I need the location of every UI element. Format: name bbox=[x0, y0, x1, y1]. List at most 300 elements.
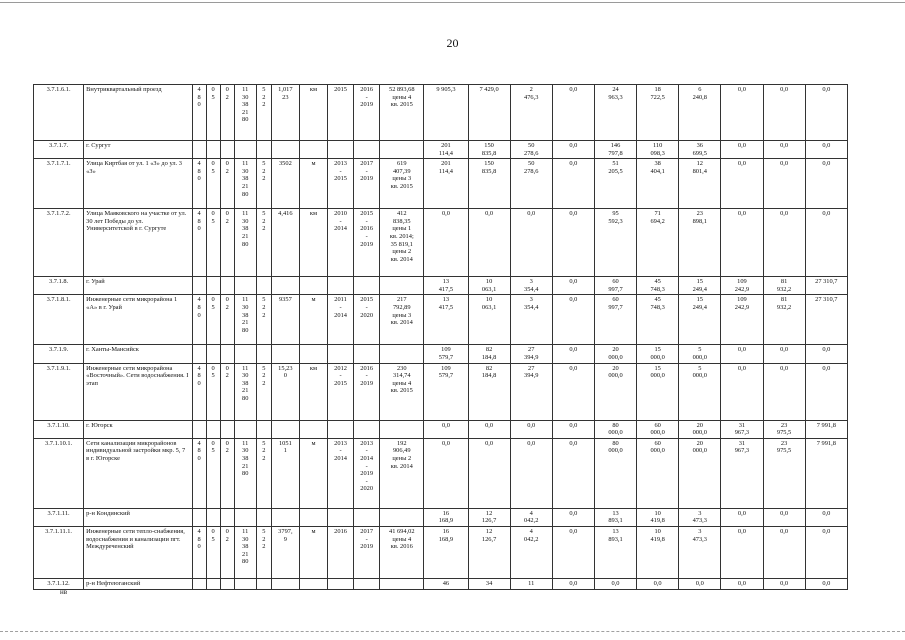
cell-cost: 41 694,02 цены 4 кв. 2016 bbox=[380, 526, 424, 578]
cell-g2: 23 898,1 bbox=[679, 209, 721, 277]
cell-c1 bbox=[192, 420, 206, 438]
cell-name: г. Урай bbox=[84, 277, 192, 295]
cell-g2: 20 000,0 bbox=[679, 420, 721, 438]
cell-total: 0,0 bbox=[424, 420, 468, 438]
cell-h1: 0,0 bbox=[763, 85, 805, 141]
cell-c3: 0 2 bbox=[220, 85, 234, 141]
cell-total: 46 bbox=[424, 578, 468, 589]
cell-f2: 50 278,6 bbox=[510, 141, 552, 159]
cell-no: 3.7.1.6.1. bbox=[34, 85, 84, 141]
cell-f3: 0,0 bbox=[552, 85, 594, 141]
table-row bbox=[34, 508, 848, 526]
cell-c1 bbox=[192, 141, 206, 159]
cell-c2 bbox=[206, 277, 220, 295]
cell-cost: 52 893,68 цены 4 кв. 2015 bbox=[380, 85, 424, 141]
cell-y2: 2016 - 2019 bbox=[354, 363, 380, 420]
cell-no: 3.7.1.9. bbox=[34, 345, 84, 363]
cell-h: 0,0 bbox=[721, 85, 763, 141]
cell-y2: 2013 - 2014 - 2019 - 2020 bbox=[354, 438, 380, 508]
cell-c3: 0 2 bbox=[220, 363, 234, 420]
cell-c4 bbox=[234, 420, 256, 438]
cell-g1: 18 722,5 bbox=[637, 85, 679, 141]
page-number: 20 bbox=[446, 36, 459, 50]
cell-f3: 0,0 bbox=[552, 578, 594, 589]
cell-c4: 11 30 38 21 80 bbox=[234, 363, 256, 420]
cell-c3 bbox=[220, 345, 234, 363]
cell-unit bbox=[299, 508, 327, 526]
cell-g1: 10 419,8 bbox=[637, 526, 679, 578]
cell-total: 9 905,3 bbox=[424, 85, 468, 141]
cell-h2: 0,0 bbox=[805, 363, 847, 420]
cell-f3: 0,0 bbox=[552, 526, 594, 578]
cell-c4: 11 30 38 21 80 bbox=[234, 295, 256, 345]
cell-h1: 23 975,5 bbox=[763, 438, 805, 508]
cell-y2: 2017 - 2019 bbox=[354, 526, 380, 578]
cell-c4: 11 30 38 21 80 bbox=[234, 159, 256, 209]
cell-h2: 0,0 bbox=[805, 526, 847, 578]
cell-h1: 0,0 bbox=[763, 345, 805, 363]
cell-c3: 0 2 bbox=[220, 159, 234, 209]
cell-c4 bbox=[234, 578, 256, 589]
cell-g: 20 000,0 bbox=[594, 345, 636, 363]
cell-cost: 619 407,39 цены 3 кв. 2015 bbox=[380, 159, 424, 209]
cell-g1: 45 748,3 bbox=[637, 277, 679, 295]
cell-g: 60 997,7 bbox=[594, 295, 636, 345]
cell-g: 51 205,5 bbox=[594, 159, 636, 209]
cell-f3: 0,0 bbox=[552, 420, 594, 438]
cell-y1 bbox=[328, 420, 354, 438]
cell-h: 0,0 bbox=[721, 141, 763, 159]
cell-cost: 230 314,74 цены 4 кв. 2015 bbox=[380, 363, 424, 420]
cell-c4: 11 30 38 21 80 bbox=[234, 526, 256, 578]
cell-c3 bbox=[220, 420, 234, 438]
cell-y1 bbox=[328, 141, 354, 159]
cell-cap bbox=[271, 141, 299, 159]
top-scan-line bbox=[0, 2, 905, 3]
cell-h1: 0,0 bbox=[763, 508, 805, 526]
cell-c3: 0 2 bbox=[220, 526, 234, 578]
cell-cap: 3502 bbox=[271, 159, 299, 209]
cell-y1: 2015 bbox=[328, 85, 354, 141]
cell-g2: 20 000,0 bbox=[679, 438, 721, 508]
cell-c4 bbox=[234, 508, 256, 526]
cell-cap bbox=[271, 420, 299, 438]
cell-unit bbox=[299, 277, 327, 295]
cell-h1: 23 975,5 bbox=[763, 420, 805, 438]
cell-cap: 9357 bbox=[271, 295, 299, 345]
cell-unit: км bbox=[299, 363, 327, 420]
cell-c2 bbox=[206, 345, 220, 363]
cell-unit bbox=[299, 578, 327, 589]
cell-total: 201 114,4 bbox=[424, 141, 468, 159]
cell-f3: 0,0 bbox=[552, 141, 594, 159]
cell-g: 24 963,3 bbox=[594, 85, 636, 141]
cell-no: 3.7.1.8.1. bbox=[34, 295, 84, 345]
cell-name: р-н Нефтеюганский bbox=[84, 578, 192, 589]
cell-no: 3.7.1.7.2. bbox=[34, 209, 84, 277]
cell-h2: 0,0 bbox=[805, 85, 847, 141]
cell-cost: 192 906,49 цены 2 кв. 2014 bbox=[380, 438, 424, 508]
table-row bbox=[34, 209, 848, 277]
cell-g2: 3 473,3 bbox=[679, 526, 721, 578]
cell-h1: 0,0 bbox=[763, 578, 805, 589]
cell-y2 bbox=[354, 420, 380, 438]
table-row bbox=[34, 159, 848, 209]
cell-y2 bbox=[354, 578, 380, 589]
cell-h: 0,0 bbox=[721, 159, 763, 209]
cell-name: Инженерные сети микрорайона 1 «А» в г. Урай bbox=[84, 295, 192, 345]
cell-f1: 0,0 bbox=[468, 209, 510, 277]
cell-unit: м bbox=[299, 526, 327, 578]
cell-g1: 110 098,3 bbox=[637, 141, 679, 159]
cell-h2: 0,0 bbox=[805, 209, 847, 277]
cell-g: 20 000,0 bbox=[594, 363, 636, 420]
cell-c2 bbox=[206, 420, 220, 438]
cell-no: 3.7.1.10. bbox=[34, 420, 84, 438]
cell-g: 95 592,3 bbox=[594, 209, 636, 277]
cell-no: 3.7.1.7. bbox=[34, 141, 84, 159]
cell-cap: 15,23 0 bbox=[271, 363, 299, 420]
cell-cap: 1051 1 bbox=[271, 438, 299, 508]
cell-c1 bbox=[192, 345, 206, 363]
cell-y1 bbox=[328, 277, 354, 295]
cell-y1: 2012 - 2015 bbox=[328, 363, 354, 420]
cell-no: 3.7.1.7.1. bbox=[34, 159, 84, 209]
cell-f3: 0,0 bbox=[552, 345, 594, 363]
table-row bbox=[34, 363, 848, 420]
cell-c2: 0 5 bbox=[206, 159, 220, 209]
cell-f2: 3 354,4 bbox=[510, 295, 552, 345]
cell-c2: 0 5 bbox=[206, 295, 220, 345]
cell-f1: 0,0 bbox=[468, 438, 510, 508]
cell-g1: 0,0 bbox=[637, 578, 679, 589]
cell-c3 bbox=[220, 578, 234, 589]
cell-y2 bbox=[354, 345, 380, 363]
cell-h: 109 242,9 bbox=[721, 277, 763, 295]
cell-cap bbox=[271, 508, 299, 526]
cell-c5: 5 2 2 bbox=[256, 363, 271, 420]
cell-f1: 7 429,0 bbox=[468, 85, 510, 141]
cell-c3: 0 2 bbox=[220, 209, 234, 277]
cell-c2 bbox=[206, 141, 220, 159]
cell-h1: 0,0 bbox=[763, 141, 805, 159]
cell-name: Инженерные сети тепло-снабжения, водоснабжения и канализации пгт. Междуреченский bbox=[84, 526, 192, 578]
cell-c3 bbox=[220, 277, 234, 295]
cell-f3: 0,0 bbox=[552, 295, 594, 345]
bottom-scan-line bbox=[0, 631, 905, 632]
cell-g1: 15 000,0 bbox=[637, 345, 679, 363]
cell-g1: 10 419,8 bbox=[637, 508, 679, 526]
cell-g1: 60 000,0 bbox=[637, 438, 679, 508]
cell-h: 0,0 bbox=[721, 209, 763, 277]
cell-h1: 81 932,2 bbox=[763, 277, 805, 295]
cell-cost bbox=[380, 578, 424, 589]
cell-cap bbox=[271, 345, 299, 363]
cell-c1 bbox=[192, 578, 206, 589]
cell-g: 13 893,1 bbox=[594, 526, 636, 578]
table-row bbox=[34, 578, 848, 589]
cell-f3: 0,0 bbox=[552, 438, 594, 508]
cell-g2: 6 240,8 bbox=[679, 85, 721, 141]
cell-f2: 11 bbox=[510, 578, 552, 589]
cell-c5 bbox=[256, 277, 271, 295]
cell-cap: 1,017 23 bbox=[271, 85, 299, 141]
cell-unit: км bbox=[299, 209, 327, 277]
cell-f2: 4 042,2 bbox=[510, 526, 552, 578]
table-row bbox=[34, 141, 848, 159]
cell-unit bbox=[299, 141, 327, 159]
cell-c5: 5 2 2 bbox=[256, 159, 271, 209]
cell-cost bbox=[380, 277, 424, 295]
table-row bbox=[34, 277, 848, 295]
cell-h2: 0,0 bbox=[805, 508, 847, 526]
cell-y1 bbox=[328, 578, 354, 589]
cell-g2: 5 000,0 bbox=[679, 363, 721, 420]
cell-f3: 0,0 bbox=[552, 277, 594, 295]
cell-y2: 2017 - 2019 bbox=[354, 159, 380, 209]
cell-f1: 34 bbox=[468, 578, 510, 589]
cell-cost: 412 838,35 цены 1 кв. 2014; 35 819,1 цены 2 кв. 2014 bbox=[380, 209, 424, 277]
cell-total: 201 114,4 bbox=[424, 159, 468, 209]
cell-f2: 0,0 bbox=[510, 209, 552, 277]
cell-name: Улица Киртбая от ул. 1 «З» до ул. 3 «З» bbox=[84, 159, 192, 209]
cell-f2: 27 394,9 bbox=[510, 345, 552, 363]
cell-y2 bbox=[354, 508, 380, 526]
cell-unit: м bbox=[299, 438, 327, 508]
cell-g1: 71 694,2 bbox=[637, 209, 679, 277]
cell-g: 80 000,0 bbox=[594, 420, 636, 438]
cell-y1: 2013 - 2014 bbox=[328, 438, 354, 508]
cell-unit bbox=[299, 420, 327, 438]
cell-cost bbox=[380, 420, 424, 438]
cell-unit: м bbox=[299, 159, 327, 209]
table-row bbox=[34, 438, 848, 508]
cell-total: 109 579,7 bbox=[424, 363, 468, 420]
cell-h2: 27 310,7 bbox=[805, 277, 847, 295]
cell-c3 bbox=[220, 508, 234, 526]
cell-total: 0,0 bbox=[424, 209, 468, 277]
cell-unit: км bbox=[299, 85, 327, 141]
cell-cap: 4,416 bbox=[271, 209, 299, 277]
cell-c5 bbox=[256, 141, 271, 159]
cell-c5 bbox=[256, 345, 271, 363]
cell-c5: 5 2 2 bbox=[256, 295, 271, 345]
cell-c1 bbox=[192, 277, 206, 295]
cell-c2 bbox=[206, 578, 220, 589]
cell-h: 0,0 bbox=[721, 345, 763, 363]
cell-cost bbox=[380, 508, 424, 526]
cell-h: 0,0 bbox=[721, 526, 763, 578]
cell-g: 13 893,1 bbox=[594, 508, 636, 526]
cell-y1 bbox=[328, 345, 354, 363]
cell-c4 bbox=[234, 345, 256, 363]
cell-no: 3.7.1.12. bbox=[34, 578, 84, 589]
table-row bbox=[34, 345, 848, 363]
cell-h2: 27 310,7 bbox=[805, 295, 847, 345]
cell-total: 16 168,9 bbox=[424, 508, 468, 526]
cell-y2 bbox=[354, 277, 380, 295]
cell-y2: 2015 - 2020 bbox=[354, 295, 380, 345]
cell-f1: 10 063,1 bbox=[468, 277, 510, 295]
cell-name: Инженерные сети микрорайона «Восточный». Сети водоснабжения. I этап bbox=[84, 363, 192, 420]
cell-f1: 10 063,1 bbox=[468, 295, 510, 345]
cell-y2: 2016 - 2019 bbox=[354, 85, 380, 141]
cell-c5: 5 2 2 bbox=[256, 85, 271, 141]
cell-c5 bbox=[256, 578, 271, 589]
cell-h: 0,0 bbox=[721, 578, 763, 589]
cell-c4 bbox=[234, 277, 256, 295]
table-row bbox=[34, 420, 848, 438]
cell-c3 bbox=[220, 141, 234, 159]
cell-h2: 0,0 bbox=[805, 159, 847, 209]
cell-no: 3.7.1.11.1. bbox=[34, 526, 84, 578]
cell-c1: 4 8 0 bbox=[192, 526, 206, 578]
cell-c5: 5 2 2 bbox=[256, 209, 271, 277]
cell-f2: 3 354,4 bbox=[510, 277, 552, 295]
cell-c5: 5 2 2 bbox=[256, 438, 271, 508]
cell-total: 13 417,5 bbox=[424, 277, 468, 295]
cell-c2: 0 5 bbox=[206, 85, 220, 141]
cell-c1 bbox=[192, 508, 206, 526]
cell-g1: 15 000,0 bbox=[637, 363, 679, 420]
cell-f2: 0,0 bbox=[510, 438, 552, 508]
cell-c2: 0 5 bbox=[206, 526, 220, 578]
cell-c3: 0 2 bbox=[220, 295, 234, 345]
cell-no: 3.7.1.8. bbox=[34, 277, 84, 295]
cell-f1: 12 126,7 bbox=[468, 526, 510, 578]
cell-f1: 0,0 bbox=[468, 420, 510, 438]
cell-f2: 2 476,3 bbox=[510, 85, 552, 141]
cell-h2: 0,0 bbox=[805, 141, 847, 159]
cell-no: 3.7.1.9.1. bbox=[34, 363, 84, 420]
cell-g: 60 997,7 bbox=[594, 277, 636, 295]
cell-g1: 45 748,3 bbox=[637, 295, 679, 345]
cell-f2: 27 394,9 bbox=[510, 363, 552, 420]
cell-f3: 0,0 bbox=[552, 508, 594, 526]
cell-y2: 2015 - 2016 - 2019 bbox=[354, 209, 380, 277]
cell-f2: 0,0 bbox=[510, 420, 552, 438]
cell-total: 16 168,9 bbox=[424, 526, 468, 578]
cell-h1: 0,0 bbox=[763, 159, 805, 209]
footer-note: нв bbox=[60, 588, 68, 596]
cell-h: 31 967,3 bbox=[721, 420, 763, 438]
cell-f3: 0,0 bbox=[552, 363, 594, 420]
cell-cost bbox=[380, 345, 424, 363]
cell-total: 13 417,5 bbox=[424, 295, 468, 345]
cell-unit bbox=[299, 345, 327, 363]
budget-table bbox=[33, 84, 848, 590]
cell-h1: 81 932,2 bbox=[763, 295, 805, 345]
cell-c1: 4 8 0 bbox=[192, 363, 206, 420]
cell-y1: 2016 bbox=[328, 526, 354, 578]
cell-g2: 36 699,5 bbox=[679, 141, 721, 159]
cell-no: 3.7.1.11. bbox=[34, 508, 84, 526]
table-body bbox=[34, 85, 848, 590]
cell-name: Сети канализации микрорайонов индивидуальной застройки мкр. 5, 7 в г. Югорске bbox=[84, 438, 192, 508]
cell-name: г. Ханты-Мансийск bbox=[84, 345, 192, 363]
cell-c1: 4 8 0 bbox=[192, 159, 206, 209]
cell-total: 0,0 bbox=[424, 438, 468, 508]
cell-name: р-н Кондинский bbox=[84, 508, 192, 526]
cell-h1: 0,0 bbox=[763, 209, 805, 277]
cell-f2: 50 278,6 bbox=[510, 159, 552, 209]
table-row bbox=[34, 85, 848, 141]
table-row bbox=[34, 526, 848, 578]
cell-h2: 7 991,8 bbox=[805, 438, 847, 508]
cell-g2: 0,0 bbox=[679, 578, 721, 589]
cell-c4 bbox=[234, 141, 256, 159]
cell-name: Улица Маяковского на участке от ул. 30 лет Победы до ул. Университетской в г. Сургуте bbox=[84, 209, 192, 277]
cell-g1: 38 404,1 bbox=[637, 159, 679, 209]
cell-f1: 82 184,8 bbox=[468, 363, 510, 420]
cell-cap: 3797, 9 bbox=[271, 526, 299, 578]
cell-f1: 82 184,8 bbox=[468, 345, 510, 363]
cell-c3: 0 2 bbox=[220, 438, 234, 508]
cell-h: 31 967,3 bbox=[721, 438, 763, 508]
cell-unit: м bbox=[299, 295, 327, 345]
cell-y1: 2010 - 2014 bbox=[328, 209, 354, 277]
cell-h2: 0,0 bbox=[805, 578, 847, 589]
cell-c1: 4 8 0 bbox=[192, 85, 206, 141]
cell-c4: 11 30 38 21 80 bbox=[234, 85, 256, 141]
cell-f1: 150 835,8 bbox=[468, 141, 510, 159]
cell-cap bbox=[271, 277, 299, 295]
cell-c5: 5 2 2 bbox=[256, 526, 271, 578]
cell-g2: 15 249,4 bbox=[679, 277, 721, 295]
cell-g: 0,0 bbox=[594, 578, 636, 589]
cell-c1: 4 8 0 bbox=[192, 438, 206, 508]
cell-no: 3.7.1.10.1. bbox=[34, 438, 84, 508]
cell-g2: 3 473,3 bbox=[679, 508, 721, 526]
cell-cost bbox=[380, 141, 424, 159]
cell-c2 bbox=[206, 508, 220, 526]
cell-g: 80 000,0 bbox=[594, 438, 636, 508]
cell-g2: 15 249,4 bbox=[679, 295, 721, 345]
cell-c4: 11 30 38 21 80 bbox=[234, 438, 256, 508]
cell-g: 146 797,8 bbox=[594, 141, 636, 159]
cell-name: г. Сургут bbox=[84, 141, 192, 159]
cell-c4: 11 30 38 21 80 bbox=[234, 209, 256, 277]
cell-g1: 60 000,0 bbox=[637, 420, 679, 438]
table-row bbox=[34, 295, 848, 345]
cell-name: г. Югорск bbox=[84, 420, 192, 438]
cell-f1: 12 126,7 bbox=[468, 508, 510, 526]
cell-h1: 0,0 bbox=[763, 526, 805, 578]
cell-f2: 4 042,2 bbox=[510, 508, 552, 526]
cell-h: 0,0 bbox=[721, 363, 763, 420]
cell-h1: 0,0 bbox=[763, 363, 805, 420]
cell-g2: 5 000,0 bbox=[679, 345, 721, 363]
cell-c2: 0 5 bbox=[206, 209, 220, 277]
cell-total: 109 579,7 bbox=[424, 345, 468, 363]
cell-y2 bbox=[354, 141, 380, 159]
cell-h: 0,0 bbox=[721, 508, 763, 526]
cell-cap bbox=[271, 578, 299, 589]
cell-y1 bbox=[328, 508, 354, 526]
cell-f3: 0,0 bbox=[552, 159, 594, 209]
cell-c1: 4 8 0 bbox=[192, 295, 206, 345]
cell-y1: 2011 - 2014 bbox=[328, 295, 354, 345]
cell-g2: 12 801,4 bbox=[679, 159, 721, 209]
cell-c2: 0 5 bbox=[206, 363, 220, 420]
cell-h: 109 242,9 bbox=[721, 295, 763, 345]
cell-cost: 217 792,89 цены 3 кв. 2014 bbox=[380, 295, 424, 345]
cell-c1: 4 8 0 bbox=[192, 209, 206, 277]
cell-c2: 0 5 bbox=[206, 438, 220, 508]
cell-f1: 150 835,8 bbox=[468, 159, 510, 209]
cell-c5 bbox=[256, 420, 271, 438]
cell-name: Внутриквартальный проезд bbox=[84, 85, 192, 141]
